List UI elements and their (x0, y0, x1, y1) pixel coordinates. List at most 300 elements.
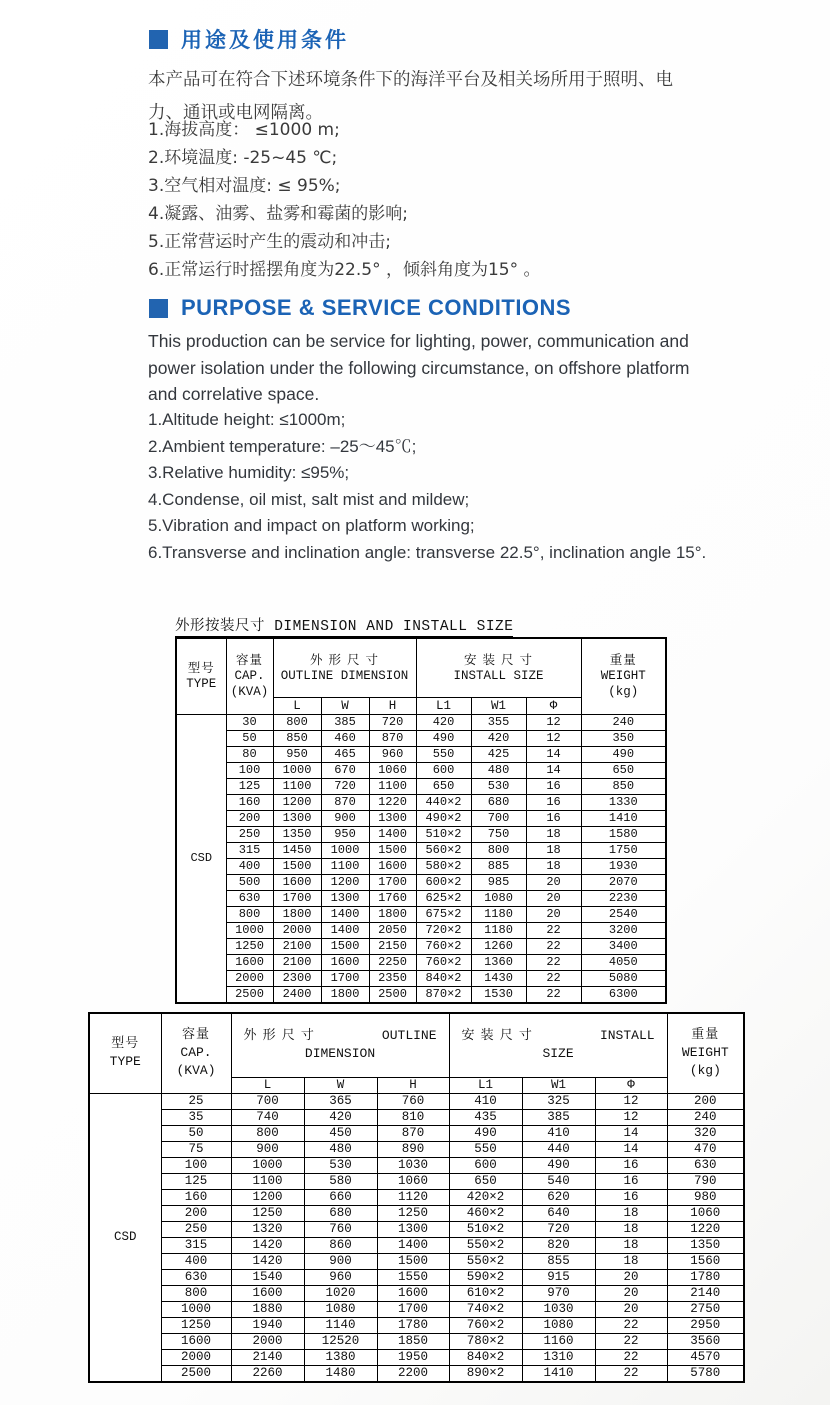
column-header-capacity: 容量 CAP. (KVA) (226, 638, 273, 714)
data-cell: 1760 (369, 890, 416, 906)
data-cell: 1530 (471, 986, 526, 1003)
data-cell: 16 (595, 1173, 667, 1189)
sub-column-header: Φ (526, 697, 581, 714)
data-cell: 50 (226, 730, 273, 746)
data-cell: 1400 (321, 922, 369, 938)
data-cell: 1450 (273, 842, 321, 858)
data-cell: 2000 (231, 1333, 304, 1349)
data-cell: 18 (526, 826, 581, 842)
data-cell: 870 (369, 730, 416, 746)
data-cell: 1930 (581, 858, 666, 874)
data-cell: 2500 (161, 1365, 231, 1382)
table-row (89, 1333, 744, 1349)
data-cell: 14 (595, 1141, 667, 1157)
data-cell: 970 (522, 1285, 595, 1301)
data-cell: 1060 (369, 762, 416, 778)
table-row (176, 922, 666, 938)
data-cell: 1120 (377, 1189, 449, 1205)
intro-paragraph-cn: 本产品可在符合下述环境条件下的海洋平台及相关场所用于照明、电力、通讯或电网隔离。 (148, 70, 673, 123)
data-cell: 1140 (304, 1317, 377, 1333)
data-cell: 1060 (667, 1205, 744, 1221)
data-cell: 1540 (231, 1269, 304, 1285)
data-cell: 75 (161, 1141, 231, 1157)
data-cell: 1700 (273, 890, 321, 906)
data-cell: 2100 (273, 954, 321, 970)
data-cell: 18 (595, 1205, 667, 1221)
data-cell: 1200 (321, 874, 369, 890)
condition-item-en: 5.Vibration and impact on platform working; (148, 516, 475, 535)
data-cell: 720 (522, 1221, 595, 1237)
data-cell: 1420 (231, 1237, 304, 1253)
data-cell: 1800 (321, 986, 369, 1003)
data-cell: 480 (471, 762, 526, 778)
data-cell: 1220 (369, 794, 416, 810)
data-cell: 1500 (273, 858, 321, 874)
data-cell: 550 (449, 1141, 522, 1157)
data-cell: 1600 (273, 874, 321, 890)
table-row (176, 970, 666, 986)
data-cell: 1700 (321, 970, 369, 986)
data-cell: 50 (161, 1125, 231, 1141)
dimension-table-1 (175, 637, 667, 1004)
data-cell: 860 (304, 1237, 377, 1253)
condition-item-cn: 1.海拔高度： ≤1000 m; (148, 120, 340, 140)
condition-list-en (148, 407, 706, 566)
data-cell: 20 (526, 890, 581, 906)
sub-column-header: L (231, 1077, 304, 1093)
data-cell: 460 (321, 730, 369, 746)
data-cell: 30 (226, 714, 273, 730)
data-cell: 2000 (273, 922, 321, 938)
data-cell: 2230 (581, 890, 666, 906)
data-cell: 560×2 (416, 842, 471, 858)
data-cell: 590×2 (449, 1269, 522, 1285)
condition-item-en: 4.Condense, oil mist, salt mist and mildew; (148, 489, 470, 509)
data-cell: 2050 (369, 922, 416, 938)
data-cell: 1550 (377, 1269, 449, 1285)
data-cell: 3400 (581, 938, 666, 954)
data-cell: 870 (321, 794, 369, 810)
sub-column-header: L (273, 697, 321, 714)
data-cell: 4050 (581, 954, 666, 970)
data-cell: 1410 (522, 1365, 595, 1382)
data-cell: 740×2 (449, 1301, 522, 1317)
data-cell: 1560 (667, 1253, 744, 1269)
table-row (176, 714, 666, 730)
intro-paragraph-en: This production can be service for lighting, power, communication and power isolation under the following circumstance, on offshore platform and correlative space. (148, 331, 690, 404)
data-cell: 750 (471, 826, 526, 842)
table-row (89, 1125, 744, 1141)
sub-column-header: L1 (449, 1077, 522, 1093)
data-cell: 550×2 (449, 1253, 522, 1269)
data-cell: 610×2 (449, 1285, 522, 1301)
table-row (176, 746, 666, 762)
data-cell: 410 (522, 1125, 595, 1141)
data-cell: 1480 (304, 1365, 377, 1382)
column-header-outline: 外 形 尺 寸 OUTLINE DIMENSION (231, 1013, 449, 1077)
table-row (89, 1301, 744, 1317)
data-cell: 1850 (377, 1333, 449, 1349)
data-cell: 200 (226, 810, 273, 826)
data-cell: 675×2 (416, 906, 471, 922)
data-cell: 800 (231, 1125, 304, 1141)
data-cell: 490×2 (416, 810, 471, 826)
data-cell: 1430 (471, 970, 526, 986)
data-cell: 5780 (667, 1365, 744, 1382)
table-row (176, 810, 666, 826)
data-cell: 760 (377, 1093, 449, 1109)
data-cell: 760×2 (449, 1317, 522, 1333)
data-cell: 450 (304, 1125, 377, 1141)
data-cell: 1400 (377, 1237, 449, 1253)
sub-column-header: H (377, 1077, 449, 1093)
data-cell: 840×2 (449, 1349, 522, 1365)
table-row (176, 874, 666, 890)
data-cell: 620 (522, 1189, 595, 1205)
table-row (176, 858, 666, 874)
table-row (89, 1093, 744, 1109)
data-cell: 2950 (667, 1317, 744, 1333)
data-cell: 650 (581, 762, 666, 778)
data-cell: 22 (526, 954, 581, 970)
table-row (89, 1269, 744, 1285)
data-cell: 22 (595, 1365, 667, 1382)
data-cell: 18 (595, 1237, 667, 1253)
data-cell: 365 (304, 1093, 377, 1109)
condition-item-en: 3.Relative humidity: ≤95%; (148, 463, 350, 482)
data-cell: 1800 (273, 906, 321, 922)
data-cell: 1500 (321, 938, 369, 954)
data-cell: 20 (526, 874, 581, 890)
data-cell: 1700 (377, 1301, 449, 1317)
data-cell: 490 (581, 746, 666, 762)
data-cell: 200 (667, 1093, 744, 1109)
data-cell: 20 (595, 1285, 667, 1301)
data-cell: 435 (449, 1109, 522, 1125)
data-cell: 1310 (522, 1349, 595, 1365)
data-cell: 1030 (377, 1157, 449, 1173)
data-cell: 22 (595, 1333, 667, 1349)
data-cell: 890×2 (449, 1365, 522, 1382)
data-cell: 1330 (581, 794, 666, 810)
data-cell: 600 (416, 762, 471, 778)
data-cell: 325 (522, 1093, 595, 1109)
data-cell: 800 (226, 906, 273, 922)
data-cell: 80 (226, 746, 273, 762)
data-cell: 1030 (522, 1301, 595, 1317)
data-cell: 810 (377, 1109, 449, 1125)
table-row (176, 794, 666, 810)
data-cell: 12 (595, 1109, 667, 1125)
sub-column-header: L1 (416, 697, 471, 714)
data-cell: 790 (667, 1173, 744, 1189)
data-cell: 470 (667, 1141, 744, 1157)
sub-column-header: W1 (471, 697, 526, 714)
condition-item-cn: 2.环境温度: -25~45 ℃; (148, 148, 338, 168)
data-cell: 22 (595, 1317, 667, 1333)
data-cell: 700 (231, 1093, 304, 1109)
data-cell: 1000 (273, 762, 321, 778)
data-cell: 800 (471, 842, 526, 858)
data-cell: 1160 (522, 1333, 595, 1349)
table-row (89, 1317, 744, 1333)
data-cell: 885 (471, 858, 526, 874)
data-cell: 490 (416, 730, 471, 746)
table-row (89, 1173, 744, 1189)
data-cell: 740 (231, 1109, 304, 1125)
data-cell: 550 (416, 746, 471, 762)
sub-column-header: Φ (595, 1077, 667, 1093)
data-cell: 625×2 (416, 890, 471, 906)
sub-column-header: W (304, 1077, 377, 1093)
table-row (89, 1205, 744, 1221)
data-cell: 900 (321, 810, 369, 826)
data-cell: 16 (526, 778, 581, 794)
data-cell: 490 (522, 1157, 595, 1173)
table-row (176, 826, 666, 842)
data-cell: 35 (161, 1109, 231, 1125)
data-cell: 1360 (471, 954, 526, 970)
table-row (89, 1141, 744, 1157)
data-cell: 630 (226, 890, 273, 906)
data-cell: 100 (226, 762, 273, 778)
data-cell: 22 (526, 970, 581, 986)
data-cell: 22 (595, 1349, 667, 1365)
data-cell: 125 (161, 1173, 231, 1189)
data-cell: 900 (304, 1253, 377, 1269)
data-cell: 1380 (304, 1349, 377, 1365)
section-heading-cn (149, 24, 349, 54)
table-row (176, 890, 666, 906)
sub-column-header: W1 (522, 1077, 595, 1093)
data-cell: 720 (321, 778, 369, 794)
data-cell: 1200 (273, 794, 321, 810)
condition-list-cn (148, 116, 541, 284)
data-cell: 1000 (161, 1301, 231, 1317)
data-cell: 420 (416, 714, 471, 730)
data-cell: 3560 (667, 1333, 744, 1349)
data-cell: 18 (595, 1253, 667, 1269)
data-cell: 3200 (581, 922, 666, 938)
table-row (176, 986, 666, 1003)
condition-item-cn: 3.空气相对温度: ≤ 95%; (148, 176, 341, 196)
data-cell: 960 (369, 746, 416, 762)
data-cell: 720 (369, 714, 416, 730)
table-row (89, 1253, 744, 1269)
data-cell: 980 (667, 1189, 744, 1205)
data-cell: 355 (471, 714, 526, 730)
data-cell: 630 (161, 1269, 231, 1285)
data-cell: 385 (321, 714, 369, 730)
data-cell: 1250 (231, 1205, 304, 1221)
data-cell: 20 (526, 906, 581, 922)
data-cell: 510×2 (449, 1221, 522, 1237)
data-cell: 950 (273, 746, 321, 762)
data-cell: 1950 (377, 1349, 449, 1365)
data-cell: 1080 (471, 890, 526, 906)
data-cell: 870 (377, 1125, 449, 1141)
data-cell: 800 (161, 1285, 231, 1301)
data-cell: 18 (526, 842, 581, 858)
data-cell: 700 (471, 810, 526, 826)
data-cell: 1750 (581, 842, 666, 858)
data-cell: 2000 (161, 1349, 231, 1365)
data-cell: 410 (449, 1093, 522, 1109)
data-cell: 16 (595, 1157, 667, 1173)
table-row (176, 954, 666, 970)
dimension-table-2-block (88, 1012, 745, 1383)
data-cell: 4570 (667, 1349, 744, 1365)
data-cell: 460×2 (449, 1205, 522, 1221)
condition-item-en: 2.Ambient temperature: –25～45℃; (148, 436, 417, 456)
data-cell: 100 (161, 1157, 231, 1173)
data-cell: 16 (526, 810, 581, 826)
data-cell: 510×2 (416, 826, 471, 842)
data-cell: 12 (595, 1093, 667, 1109)
data-cell: 1300 (377, 1221, 449, 1237)
data-cell: 1000 (226, 922, 273, 938)
data-cell: 240 (581, 714, 666, 730)
data-cell: 22 (526, 938, 581, 954)
data-cell: 1300 (273, 810, 321, 826)
data-cell: 1940 (231, 1317, 304, 1333)
data-cell: 2500 (369, 986, 416, 1003)
data-cell: 1600 (369, 858, 416, 874)
data-cell: 18 (526, 858, 581, 874)
data-cell: 12 (526, 730, 581, 746)
data-cell: 2300 (273, 970, 321, 986)
data-cell: 985 (471, 874, 526, 890)
table-row (176, 906, 666, 922)
condition-item-en: 1.Altitude height: ≤1000m; (148, 410, 346, 429)
data-cell: 1300 (321, 890, 369, 906)
table-row (176, 778, 666, 794)
section-title-cn: 用途及使用条件 (181, 28, 349, 52)
data-cell: 22 (526, 922, 581, 938)
data-cell: 850 (273, 730, 321, 746)
data-cell: 315 (161, 1237, 231, 1253)
table-row (89, 1365, 744, 1382)
data-cell: 855 (522, 1253, 595, 1269)
data-cell: 400 (226, 858, 273, 874)
data-cell: 1200 (231, 1189, 304, 1205)
data-cell: 840×2 (416, 970, 471, 986)
dimension-table-1-block (175, 614, 667, 1004)
data-cell: 720×2 (416, 922, 471, 938)
table-row (89, 1157, 744, 1173)
data-cell: 760 (304, 1221, 377, 1237)
data-cell: 1080 (304, 1301, 377, 1317)
data-cell: 2000 (226, 970, 273, 986)
data-cell: 1080 (522, 1317, 595, 1333)
data-cell: 630 (667, 1157, 744, 1173)
data-cell: 800 (273, 714, 321, 730)
data-cell: 680 (304, 1205, 377, 1221)
data-cell: 465 (321, 746, 369, 762)
data-cell: 1780 (377, 1317, 449, 1333)
data-cell: 660 (304, 1189, 377, 1205)
data-cell: 1350 (273, 826, 321, 842)
data-cell: 1180 (471, 922, 526, 938)
data-cell: 500 (226, 874, 273, 890)
data-cell: 1000 (231, 1157, 304, 1173)
data-cell: 900 (231, 1141, 304, 1157)
data-cell: 1250 (161, 1317, 231, 1333)
data-cell: 960 (304, 1269, 377, 1285)
data-cell: 670 (321, 762, 369, 778)
data-cell: 420 (471, 730, 526, 746)
data-cell: 2100 (273, 938, 321, 954)
data-cell: 2200 (377, 1365, 449, 1382)
data-cell: 1060 (377, 1173, 449, 1189)
data-cell: 160 (226, 794, 273, 810)
data-cell: 22 (526, 986, 581, 1003)
data-cell: 600 (449, 1157, 522, 1173)
data-cell: 2140 (667, 1285, 744, 1301)
data-cell: 160 (161, 1189, 231, 1205)
table-row (89, 1221, 744, 1237)
data-cell: 5080 (581, 970, 666, 986)
table-row (176, 842, 666, 858)
data-cell: 1800 (369, 906, 416, 922)
data-cell: 1500 (377, 1253, 449, 1269)
data-cell: 1700 (369, 874, 416, 890)
data-cell: 820 (522, 1237, 595, 1253)
data-cell: 580×2 (416, 858, 471, 874)
data-cell: 425 (471, 746, 526, 762)
data-cell: 20 (595, 1269, 667, 1285)
data-cell: 1300 (369, 810, 416, 826)
data-cell: 1250 (226, 938, 273, 954)
data-cell: 915 (522, 1269, 595, 1285)
column-header-install: 安 装 尺 寸 INSTALL SIZE (416, 638, 581, 697)
data-cell: 1220 (667, 1221, 744, 1237)
condition-item-cn: 4.凝露、油雾、盐雾和霉菌的影响; (148, 204, 408, 224)
data-cell: 200 (161, 1205, 231, 1221)
data-cell: 1100 (369, 778, 416, 794)
data-cell: 1260 (471, 938, 526, 954)
data-cell: 1100 (273, 778, 321, 794)
table-row (89, 1349, 744, 1365)
dimension-table-2 (88, 1012, 745, 1383)
data-cell: 1880 (231, 1301, 304, 1317)
data-cell: 1600 (226, 954, 273, 970)
data-cell: 680 (471, 794, 526, 810)
data-cell: 14 (595, 1125, 667, 1141)
table-row (176, 938, 666, 954)
section-title-en: PURPOSE & SERVICE CONDITIONS (181, 295, 572, 320)
condition-item-en: 6.Transverse and inclination angle: transverse 22.5°, inclination angle 15°. (148, 542, 707, 562)
data-cell: 780×2 (449, 1333, 522, 1349)
data-cell: 580 (304, 1173, 377, 1189)
column-header-capacity: 容量 CAP. (KVA) (161, 1013, 231, 1093)
data-cell: 1020 (304, 1285, 377, 1301)
section-heading-en (149, 295, 571, 321)
data-cell: 18 (595, 1221, 667, 1237)
data-cell: 1100 (231, 1173, 304, 1189)
data-cell: 420 (304, 1109, 377, 1125)
column-header-outline: 外 形 尺 寸 OUTLINE DIMENSION (273, 638, 416, 697)
table-row (89, 1189, 744, 1205)
sub-column-header: W (321, 697, 369, 714)
data-cell: 1180 (471, 906, 526, 922)
data-cell: 440×2 (416, 794, 471, 810)
data-cell: 350 (581, 730, 666, 746)
data-cell: 2070 (581, 874, 666, 890)
data-cell: 850 (581, 778, 666, 794)
data-cell: 1500 (369, 842, 416, 858)
data-cell: 650 (449, 1173, 522, 1189)
